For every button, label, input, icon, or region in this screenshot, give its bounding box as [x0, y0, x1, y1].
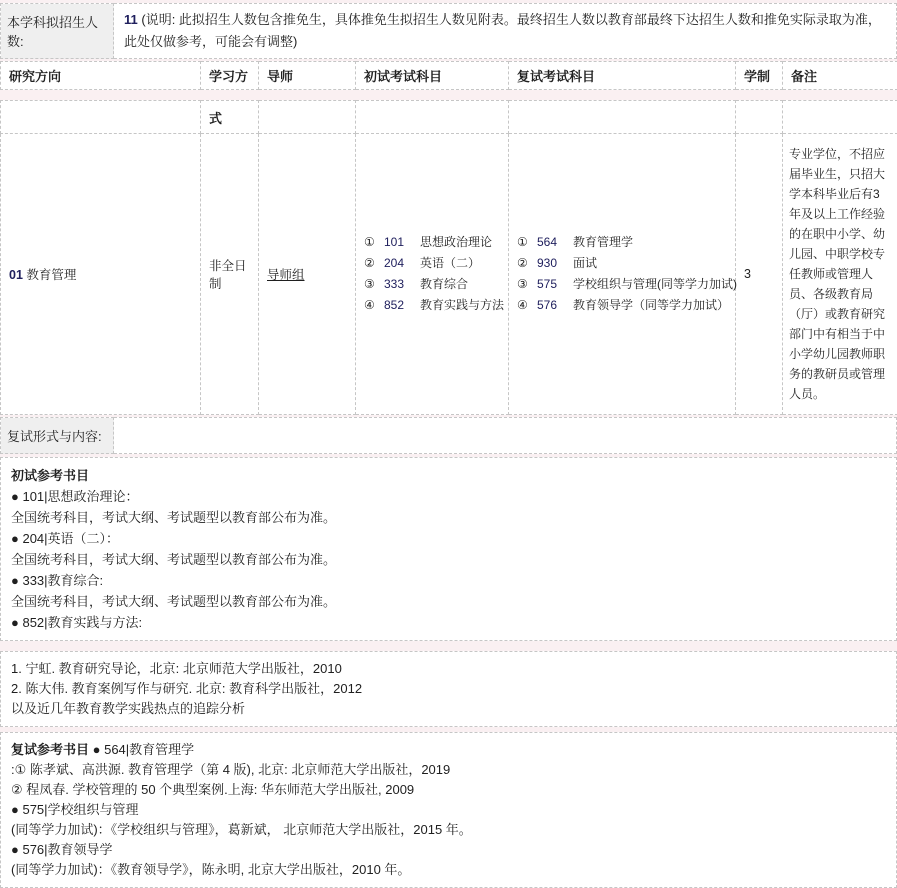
retest-form-table — [0, 417, 897, 454]
initial-exam-item: ② 204 英语（二） — [364, 253, 506, 274]
enrollment-count: 11 — [124, 12, 138, 27]
duration-cell: 3 — [736, 134, 783, 415]
initial-exam-item: ③ 333 教育综合 — [364, 274, 506, 295]
retest-refs-section — [0, 732, 897, 888]
advisor-group-link[interactable]: 导师组 — [267, 268, 305, 282]
ref-line: ● 101|思想政治理论： — [11, 486, 886, 507]
retest-ref-line: (同等学力加试)：《学校组织与管理》，葛新斌， 北京师范大学出版社，2015 年。 — [11, 820, 886, 840]
enrollment-label: 本学科拟招生人数: — [1, 4, 114, 59]
col-header-study-mode: 学习方 — [201, 62, 259, 90]
retest-ref-line: ② 程凤春. 学校管理的 50 个典型案例.上海: 华东师范大学出版社, 2009 — [11, 780, 886, 800]
book-line: 1. 宁虹. 教育研究导论，北京: 北京师范大学出版社，2010 — [11, 659, 886, 679]
retest-exam-item: ② 930 面试 — [517, 253, 733, 274]
initial-exam-item: ④ 852 教育实践与方法 — [364, 295, 506, 316]
enrollment-table — [0, 3, 897, 59]
retest-exam-item: ① 564 教育管理学 — [517, 232, 733, 253]
column-header-table — [0, 61, 897, 90]
retest-refs-title: 复试参考书目 — [11, 742, 89, 757]
retest-form-label: 复试形式与内容: — [1, 418, 114, 454]
enrollment-note: (说明: 此拟招生人数包含推免生，具体推免生拟招生人数见附表。最终招生人数以教育部最终下达招生人数和推免实际录取为准，此处仅做参考，可能会有调整) — [124, 12, 881, 49]
col-header-study-mode-wrap: 式 — [201, 101, 259, 134]
ref-line: ● 204|英语（二）： — [11, 528, 886, 549]
retest-ref-line: ● 575|学校组织与管理 — [11, 800, 886, 820]
ref-line: 全国统考科目，考试大纲、考试题型以教育部公布为准。 — [11, 591, 886, 612]
retest-ref-line: ● 576|教育领导学 — [11, 840, 886, 860]
enrollment-note-cell — [114, 4, 897, 59]
research-direction-cell — [1, 134, 201, 415]
program-row — [1, 134, 897, 415]
initial-exam-item: ① 101 思想政治理论 — [364, 232, 506, 253]
header-wrap-row — [1, 101, 897, 134]
direction-name: 教育管理 — [26, 268, 76, 282]
col-header-remark: 备注 — [783, 62, 897, 90]
ref-line: 全国统考科目，考试大纲、考试题型以教育部公布为准。 — [11, 507, 886, 528]
retest-exam-cell — [509, 134, 736, 415]
retest-exam-item: ④ 576 教育领导学（同等学力加试） — [517, 295, 733, 316]
retest-exam-item: ③ 575 学校组织与管理(同等学力加试) — [517, 274, 733, 295]
book-line: 以及近几年教育教学实践热点的追踪分析 — [11, 699, 886, 719]
retest-refs-title-rest: ● 564|教育管理学 — [89, 742, 194, 757]
book-list-section — [0, 651, 897, 727]
retest-ref-line: (同等学力加试)：《教育领导学》，陈永明, 北京大学出版社，2010 年。 — [11, 860, 886, 880]
col-header-initial-exam: 初试考试科目 — [356, 62, 509, 90]
initial-refs-title: 初试参考书目 — [11, 465, 886, 486]
initial-refs-section — [0, 457, 897, 641]
retest-form-content-cell — [114, 418, 897, 454]
col-header-advisor: 导师 — [259, 62, 356, 90]
initial-exam-cell — [356, 134, 509, 415]
study-mode-cell: 非全日制 — [201, 134, 259, 415]
remark-cell: 专业学位，不招应届毕业生，只招大学本科毕业后有3年及以上工作经验的在职中小学、幼儿园、中职学校专任教师或管理人员、各级教育局（厅）或教育研究部门中有相当于中小学幼儿园教师职务的教研员或管理人员。 — [783, 134, 897, 415]
book-line: 2. 陈大伟. 教育案例写作与研究. 北京: 教育科学出版社，2012 — [11, 679, 886, 699]
program-table — [0, 100, 897, 415]
retest-ref-line: :① 陈孝斌、高洪源. 教育管理学（第 4 版), 北京: 北京师范大学出版社，2019 — [11, 760, 886, 780]
advisor-cell — [259, 134, 356, 415]
col-header-duration: 学制 — [736, 62, 783, 90]
ref-line: ● 333|教育综合: — [11, 570, 886, 591]
ref-line: ● 852|教育实践与方法: — [11, 612, 886, 633]
col-header-research-direction: 研究方向 — [1, 62, 201, 90]
ref-line: 全国统考科目，考试大纲、考试题型以教育部公布为准。 — [11, 549, 886, 570]
retest-refs-title-line — [11, 740, 886, 760]
direction-code: 01 — [9, 268, 23, 282]
col-header-retest-exam: 复试考试科目 — [509, 62, 736, 90]
